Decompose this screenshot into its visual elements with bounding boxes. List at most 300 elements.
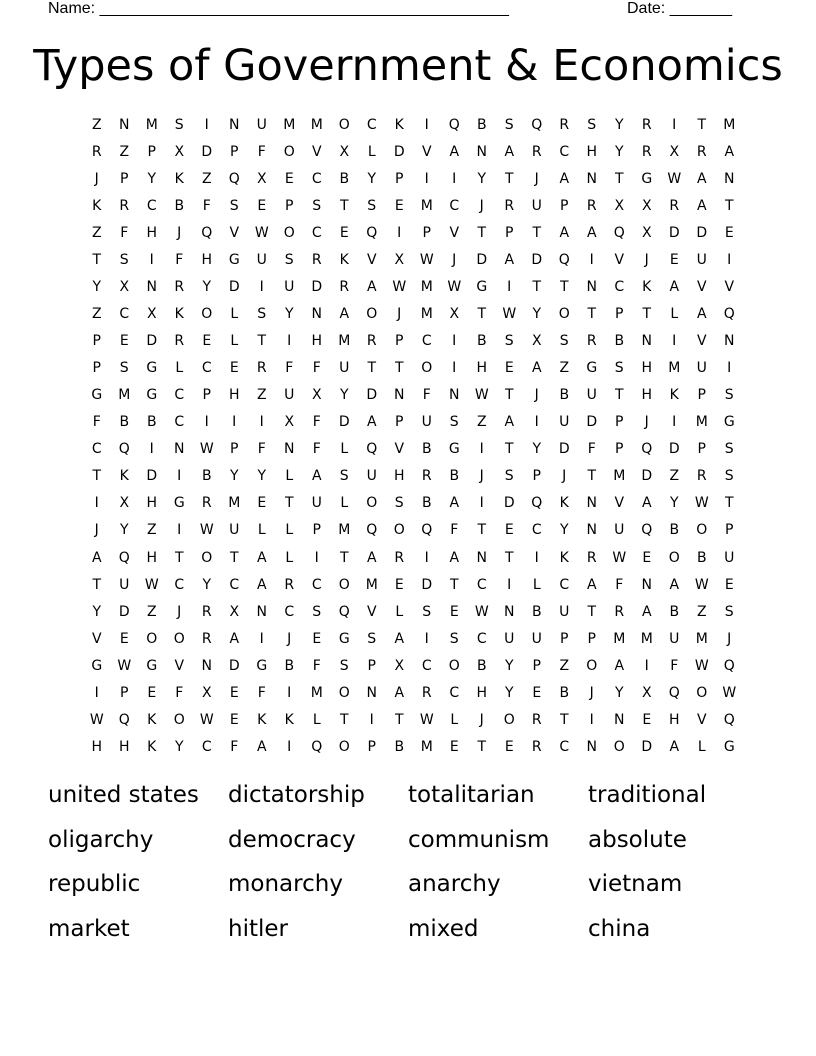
grid-letter: P	[697, 441, 706, 458]
grid-letter: R	[586, 333, 597, 350]
grid-letter: J	[287, 630, 292, 647]
grid-letter: D	[586, 414, 598, 431]
grid-letter: R	[641, 117, 652, 133]
grid-letter: E	[504, 360, 514, 377]
grid-letter: S	[367, 630, 377, 647]
grid-letter: O	[421, 360, 433, 377]
grid-letter: L	[450, 711, 459, 728]
grid-letter: X	[531, 333, 542, 350]
grid-letter: W	[447, 279, 462, 296]
grid-letter: S	[312, 198, 322, 215]
date-field-label[interactable]: Date: _______	[627, 0, 732, 17]
grid-letter: B	[339, 171, 350, 188]
grid-letter: Q	[531, 117, 543, 133]
grid-letter: V	[366, 603, 377, 620]
grid-letter: D	[641, 738, 653, 755]
grid-letter: K	[559, 549, 569, 566]
grid-letter: X	[201, 684, 212, 701]
grid-letter: N	[256, 603, 267, 620]
grid-letter: P	[120, 684, 129, 701]
grid-letter: S	[614, 360, 624, 377]
grid-letter: C	[559, 576, 570, 593]
grid-letter: H	[146, 495, 158, 512]
grid-letter: C	[311, 576, 322, 593]
grid-letter: P	[697, 387, 706, 404]
grid-letter: D	[421, 576, 433, 593]
grid-letter: S	[119, 252, 129, 269]
grid-letter: B	[119, 414, 130, 431]
grid-letter: C	[201, 360, 212, 377]
grid-letter: C	[421, 333, 432, 350]
grid-letter: G	[91, 657, 103, 674]
grid-letter: T	[449, 576, 459, 593]
grid-letter: S	[257, 306, 267, 323]
grid-letter: B	[421, 441, 432, 458]
grid-letter: F	[587, 441, 596, 458]
grid-letter: F	[257, 144, 266, 161]
grid-letter: X	[146, 306, 157, 323]
grid-letter: H	[586, 144, 598, 161]
grid-letter: C	[311, 171, 322, 188]
grid-letter: Z	[91, 306, 102, 323]
grid-letter: H	[311, 333, 323, 350]
grid-letter: Y	[257, 468, 267, 485]
grid-letter: I	[259, 630, 264, 647]
grid-letter: J	[94, 171, 99, 188]
grid-letter: I	[424, 171, 429, 188]
grid-letter: U	[256, 117, 267, 133]
grid-letter: E	[147, 684, 157, 701]
grid-letter: E	[257, 495, 267, 512]
grid-letter: Q	[118, 549, 130, 566]
grid-letter: W	[474, 387, 489, 404]
grid-letter: R	[696, 144, 707, 161]
grid-letter: I	[94, 684, 99, 701]
grid-letter: S	[339, 657, 349, 674]
grid-letter: A	[504, 252, 515, 269]
grid-letter: P	[367, 738, 376, 755]
word-list-item: china	[588, 915, 651, 942]
grid-letter: T	[587, 468, 597, 485]
grid-letter: J	[727, 630, 732, 647]
grid-letter: C	[91, 441, 102, 458]
grid-letter: M	[310, 684, 323, 701]
grid-letter: U	[724, 549, 735, 566]
word-list-item: oligarchy	[48, 826, 154, 853]
grid-letter: I	[507, 279, 512, 296]
grid-letter: Q	[366, 225, 378, 242]
grid-letter: T	[477, 306, 487, 323]
grid-letter: Q	[366, 441, 378, 458]
grid-letter: X	[641, 684, 652, 701]
grid-letter: S	[284, 252, 294, 269]
grid-letter: L	[670, 306, 679, 323]
grid-letter: X	[119, 279, 130, 296]
grid-letter: A	[641, 603, 652, 620]
grid-letter: G	[146, 360, 158, 377]
grid-letter: Q	[531, 495, 543, 512]
grid-letter: N	[586, 522, 597, 539]
grid-letter: A	[449, 144, 460, 161]
grid-row	[83, 382, 743, 409]
grid-letter: I	[424, 549, 429, 566]
grid-letter: Y	[367, 171, 377, 188]
grid-letter: P	[202, 387, 211, 404]
grid-letter: P	[505, 225, 514, 242]
grid-letter: X	[669, 144, 680, 161]
grid-letter: A	[669, 279, 680, 296]
grid-letter: S	[504, 468, 514, 485]
grid-letter: U	[504, 630, 515, 647]
grid-letter: Q	[118, 711, 130, 728]
grid-letter: T	[394, 360, 404, 377]
grid-row	[83, 409, 743, 436]
grid-letter: P	[395, 414, 404, 431]
grid-letter: R	[174, 279, 185, 296]
grid-letter: Y	[147, 171, 157, 188]
grid-letter: M	[420, 306, 433, 323]
grid-row	[83, 680, 743, 707]
grid-letter: X	[119, 495, 130, 512]
grid-letter: A	[669, 738, 680, 755]
grid-letter: N	[586, 279, 597, 296]
grid-letter: I	[397, 225, 402, 242]
grid-letter: Q	[201, 225, 213, 242]
grid-letter: Y	[477, 171, 487, 188]
name-field-label[interactable]: Name: ______________________________________________	[48, 0, 509, 17]
grid-letter: Y	[614, 117, 624, 133]
grid-letter: X	[256, 171, 267, 188]
grid-letter: I	[479, 441, 484, 458]
grid-letter: X	[641, 225, 652, 242]
grid-letter: M	[723, 117, 736, 133]
grid-letter: S	[367, 198, 377, 215]
grid-letter: S	[587, 117, 597, 133]
grid-letter: Z	[696, 603, 707, 620]
grid-letter: K	[559, 495, 569, 512]
grid-letter: D	[668, 225, 680, 242]
header-line	[48, 0, 768, 20]
word-list-item: mixed	[408, 915, 479, 942]
grid-letter: T	[587, 306, 597, 323]
grid-letter: S	[119, 360, 129, 377]
grid-letter: O	[503, 711, 515, 728]
grid-letter: U	[614, 522, 625, 539]
grid-letter: L	[340, 495, 349, 512]
grid-letter: U	[339, 360, 350, 377]
grid-letter: T	[477, 225, 487, 242]
grid-letter: R	[586, 549, 597, 566]
grid-letter: L	[285, 549, 294, 566]
grid-letter: B	[531, 603, 542, 620]
grid-letter: B	[201, 468, 212, 485]
grid-letter: D	[118, 603, 130, 620]
grid-letter: I	[369, 711, 374, 728]
grid-letter: K	[147, 711, 157, 728]
grid-letter: U	[366, 468, 377, 485]
grid-letter: P	[367, 657, 376, 674]
grid-letter: O	[448, 657, 460, 674]
grid-letter: W	[419, 252, 434, 269]
grid-letter: K	[92, 198, 102, 215]
grid-letter: C	[531, 522, 542, 539]
grid-letter: F	[230, 738, 239, 755]
grid-letter: H	[641, 387, 653, 404]
grid-letter: B	[696, 549, 707, 566]
grid-letter: T	[339, 711, 349, 728]
grid-letter: W	[694, 495, 709, 512]
grid-letter: K	[339, 252, 349, 269]
grid-row	[83, 274, 743, 301]
grid-letter: I	[452, 333, 457, 350]
grid-letter: L	[697, 738, 706, 755]
letter-grid	[83, 112, 743, 761]
grid-letter: C	[559, 738, 570, 755]
grid-letter: M	[365, 576, 378, 593]
grid-letter: P	[230, 441, 239, 458]
grid-letter: A	[91, 549, 102, 566]
grid-letter: B	[669, 522, 680, 539]
grid-letter: G	[641, 171, 653, 188]
grid-letter: Z	[559, 360, 570, 377]
grid-letter: R	[421, 684, 432, 701]
grid-letter: O	[586, 657, 598, 674]
grid-letter: S	[724, 603, 734, 620]
grid-letter: C	[449, 684, 460, 701]
grid-letter: L	[340, 441, 349, 458]
grid-letter: O	[338, 738, 350, 755]
grid-letter: W	[722, 684, 737, 701]
grid-letter: D	[531, 252, 543, 269]
grid-letter: R	[394, 549, 405, 566]
grid-letter: I	[589, 252, 594, 269]
grid-letter: U	[696, 252, 707, 269]
grid-letter: I	[259, 279, 264, 296]
grid-letter: T	[642, 306, 652, 323]
grid-letter: L	[367, 144, 376, 161]
grid-letter: M	[283, 117, 296, 133]
grid-row	[83, 112, 743, 139]
grid-letter: I	[149, 252, 154, 269]
grid-letter: N	[449, 387, 460, 404]
grid-letter: M	[420, 279, 433, 296]
grid-letter: I	[507, 576, 512, 593]
grid-letter: L	[257, 522, 266, 539]
grid-letter: A	[559, 171, 570, 188]
grid-letter: V	[311, 144, 322, 161]
grid-row	[83, 490, 743, 517]
grid-row	[83, 653, 743, 680]
grid-row	[83, 572, 743, 599]
grid-letter: J	[534, 387, 539, 404]
word-list	[48, 775, 768, 953]
grid-letter: Z	[669, 468, 680, 485]
grid-letter: E	[449, 603, 459, 620]
grid-letter: H	[668, 711, 680, 728]
grid-letter: T	[284, 495, 294, 512]
grid-letter: E	[339, 225, 349, 242]
grid-letter: X	[174, 144, 185, 161]
grid-letter: I	[672, 117, 677, 133]
grid-letter: S	[449, 414, 459, 431]
grid-letter: O	[393, 522, 405, 539]
grid-letter: G	[228, 252, 240, 269]
grid-letter: N	[724, 333, 735, 350]
grid-letter: J	[479, 711, 484, 728]
grid-letter: V	[724, 279, 735, 296]
grid-letter: G	[146, 657, 158, 674]
grid-letter: R	[119, 198, 130, 215]
grid-letter: M	[613, 630, 626, 647]
grid-letter: F	[312, 657, 321, 674]
grid-letter: Z	[91, 117, 102, 133]
grid-letter: R	[91, 144, 102, 161]
grid-letter: Q	[723, 306, 735, 323]
grid-letter: Y	[339, 387, 349, 404]
grid-letter: X	[614, 198, 625, 215]
grid-letter: A	[311, 468, 322, 485]
grid-letter: A	[669, 576, 680, 593]
grid-letter: L	[312, 711, 321, 728]
grid-letter: D	[146, 333, 158, 350]
grid-letter: H	[476, 360, 488, 377]
grid-letter: A	[504, 144, 515, 161]
grid-letter: I	[589, 711, 594, 728]
grid-letter: O	[173, 711, 185, 728]
grid-letter: Q	[641, 522, 653, 539]
grid-letter: N	[146, 279, 157, 296]
word-list-item: totalitarian	[408, 782, 535, 808]
grid-letter: R	[256, 360, 267, 377]
grid-letter: T	[504, 171, 514, 188]
grid-letter: S	[312, 603, 322, 620]
grid-letter: U	[559, 603, 570, 620]
grid-letter: K	[642, 279, 652, 296]
word-list-item: monarchy	[228, 871, 343, 897]
grid-letter: M	[613, 468, 626, 485]
grid-letter: I	[424, 630, 429, 647]
grid-letter: E	[202, 333, 212, 350]
grid-letter: J	[177, 225, 182, 242]
grid-letter: T	[559, 711, 569, 728]
grid-letter: T	[532, 225, 542, 242]
grid-letter: N	[476, 549, 487, 566]
grid-letter: H	[118, 738, 130, 755]
grid-letter: T	[257, 333, 267, 350]
grid-row	[83, 220, 743, 247]
grid-letter: Q	[311, 738, 323, 755]
grid-letter: R	[421, 468, 432, 485]
grid-letter: A	[586, 225, 597, 242]
grid-letter: N	[724, 171, 735, 188]
grid-letter: F	[670, 657, 679, 674]
grid-letter: I	[149, 441, 154, 458]
grid-letter: F	[312, 441, 321, 458]
grid-letter: I	[672, 333, 677, 350]
grid-letter: A	[339, 306, 350, 323]
grid-letter: Y	[92, 279, 102, 296]
grid-letter: M	[640, 630, 653, 647]
grid-letter: F	[312, 360, 321, 377]
grid-letter: W	[502, 306, 517, 323]
grid-letter: C	[174, 387, 185, 404]
grid-letter: Y	[614, 144, 624, 161]
grid-letter: I	[287, 684, 292, 701]
grid-letter: E	[229, 711, 239, 728]
grid-letter: I	[534, 549, 539, 566]
grid-letter: Q	[723, 657, 735, 674]
grid-letter: N	[586, 738, 597, 755]
grid-letter: F	[422, 387, 431, 404]
grid-letter: R	[641, 144, 652, 161]
grid-letter: Z	[476, 414, 487, 431]
grid-letter: D	[338, 414, 350, 431]
grid-letter: R	[284, 576, 295, 593]
grid-row	[83, 301, 743, 328]
grid-letter: P	[725, 522, 734, 539]
grid-letter: P	[230, 144, 239, 161]
grid-letter: B	[559, 387, 570, 404]
grid-letter: O	[613, 738, 625, 755]
grid-letter: O	[283, 225, 295, 242]
grid-letter: U	[229, 522, 240, 539]
grid-letter: Y	[532, 306, 542, 323]
grid-letter: P	[560, 630, 569, 647]
grid-letter: C	[174, 576, 185, 593]
grid-letter: U	[311, 495, 322, 512]
word-list-item: communism	[408, 826, 550, 853]
grid-letter: P	[532, 657, 541, 674]
grid-letter: D	[146, 468, 158, 485]
grid-letter: T	[367, 360, 377, 377]
grid-letter: N	[614, 711, 625, 728]
grid-letter: I	[259, 414, 264, 431]
grid-row	[83, 545, 743, 572]
grid-letter: D	[311, 279, 323, 296]
grid-letter: C	[229, 576, 240, 593]
grid-letter: C	[146, 198, 157, 215]
grid-letter: I	[479, 495, 484, 512]
grid-letter: C	[449, 198, 460, 215]
grid-letter: E	[724, 576, 734, 593]
grid-letter: R	[504, 198, 515, 215]
grid-letter: A	[366, 549, 377, 566]
grid-letter: E	[394, 576, 404, 593]
grid-letter: A	[394, 684, 405, 701]
grid-letter: G	[586, 360, 598, 377]
grid-letter: Q	[558, 252, 570, 269]
grid-letter: U	[669, 630, 680, 647]
grid-letter: J	[534, 171, 539, 188]
grid-letter: W	[199, 711, 214, 728]
grid-letter: X	[641, 198, 652, 215]
grid-letter: H	[393, 468, 405, 485]
grid-letter: I	[287, 738, 292, 755]
grid-letter: K	[284, 711, 294, 728]
grid-letter: Y	[202, 576, 212, 593]
grid-letter: L	[285, 522, 294, 539]
grid-row	[83, 436, 743, 463]
grid-letter: Y	[504, 684, 514, 701]
grid-letter: P	[92, 360, 101, 377]
grid-letter: R	[531, 738, 542, 755]
grid-letter: P	[92, 333, 101, 350]
grid-letter: X	[394, 657, 405, 674]
grid-letter: F	[120, 225, 129, 242]
grid-letter: A	[449, 495, 460, 512]
grid-letter: T	[504, 441, 514, 458]
grid-letter: T	[477, 522, 487, 539]
